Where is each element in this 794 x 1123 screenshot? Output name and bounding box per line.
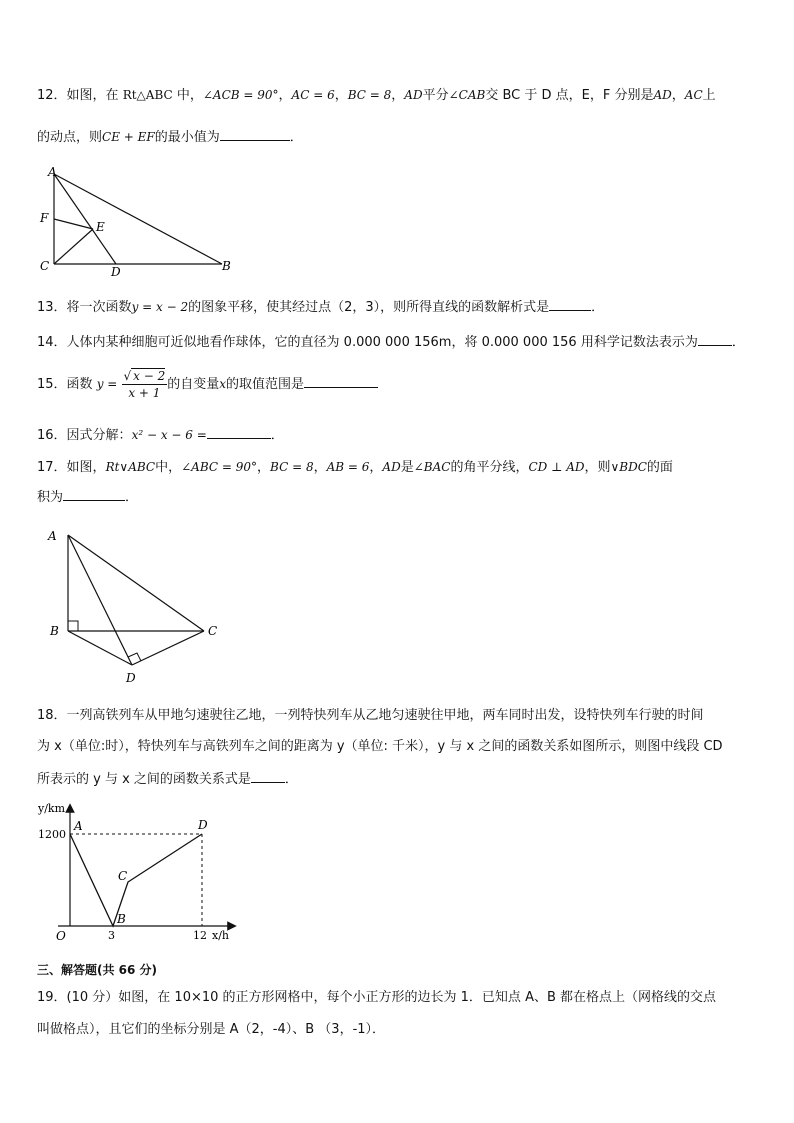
q18-number: 18． — [37, 708, 67, 723]
q18-line1: 18．一列高铁列车从甲地匀速驶往乙地，一列特快列车从乙地匀速驶往甲地，两车同时出发，设特快列车行驶的时间 — [37, 708, 704, 723]
q16-answer-blank[interactable] — [207, 426, 271, 439]
q12-label-b: B — [222, 259, 231, 273]
q15-answer-blank[interactable] — [304, 375, 378, 388]
q14-answer-blank[interactable] — [698, 333, 732, 346]
q13-number: 13． — [37, 300, 67, 315]
q17-figure — [44, 525, 244, 685]
q18-answer-blank[interactable] — [251, 770, 285, 783]
q17-line1: 17．如图，Rt∨ABC中，∠ABC = 90°，BC = 8，AB = 6，AD是∠BAC的角平分线，CD ⊥ AD，则∨BDC的面 — [37, 460, 673, 475]
q12-line1: 12．如图，在 Rt△ABC 中，∠ACB = 90°，AC = 6，BC = 8，AD平分∠CAB交 BC 于 D 点，E，F 分别是AD，AC上 — [37, 88, 716, 103]
q16-line: 16．因式分解：x² − x − 6 = ． — [37, 428, 284, 443]
graph-point-d: D — [198, 818, 208, 832]
q12-label-c: C — [40, 259, 50, 273]
q16-number: 16． — [37, 428, 67, 443]
q14-line: 14．人体内某种细胞可近似地看作球体，它的直径为 0.000 000 156m，将 0.000 000 156 用科学记数法表示为 ． — [37, 335, 745, 350]
q17-line2: 积为 ． — [37, 490, 139, 505]
q12-answer-blank[interactable] — [220, 128, 290, 141]
q17-label-a: A — [48, 529, 57, 543]
graph-x-axis-label: x/h — [212, 929, 229, 942]
q13-line: 13．将一次函数y = x − 2的图象平移，使其经过点（2，3），则所得直线的函数解析式是 ． — [37, 300, 605, 315]
q19-line1: 19．(10 分）如图，在 10×10 的正方形网格中，每个小正方形的边长为 1．已知点 A、B 都在格点上（网格线的交点 — [37, 990, 717, 1005]
q12-number: 12． — [37, 88, 67, 103]
graph-point-c: C — [118, 869, 128, 883]
q17-label-c: C — [208, 624, 218, 638]
q17-number: 17． — [37, 460, 67, 475]
graph-tick-12: 12 — [193, 929, 207, 942]
q17-label-b: B — [50, 624, 59, 638]
q12-label-d: D — [111, 265, 121, 279]
q18-graph — [36, 798, 256, 948]
q17-answer-blank[interactable] — [63, 488, 125, 501]
q15-number: 15． — [37, 377, 67, 392]
q12-label-a: A — [48, 165, 57, 179]
graph-tick-3: 3 — [108, 929, 115, 942]
graph-origin-label: O — [56, 929, 66, 943]
graph-tick-1200: 1200 — [38, 828, 66, 841]
q17-label-d: D — [126, 671, 136, 685]
q13-answer-blank[interactable] — [549, 298, 591, 311]
q12-label-f: F — [40, 211, 49, 225]
q19-line2: 叫做格点），且它们的坐标分别是 A（2，-4）、B （3，-1）． — [37, 1022, 386, 1037]
q12-figure — [36, 165, 236, 279]
graph-point-a: A — [74, 819, 83, 833]
section-title: 三、解答题(共 66 分) — [37, 963, 158, 977]
q18-line3: 所表示的 y 与 x 之间的函数关系式是 ． — [37, 772, 298, 787]
q12-line2: 的动点，则CE + EF的最小值为 ． — [37, 130, 303, 145]
q12-label-e: E — [96, 220, 105, 234]
q18-line2: 为 x（单位:时），特快列车与高铁列车之间的距离为 y（单位: 千米），y 与 x 之间的函数关系如图所示，则图中线段 CD — [37, 739, 723, 754]
q15-fraction: $\frac{√ x - 2}{x + 1}$ — [123, 369, 166, 400]
graph-point-b: B — [117, 912, 126, 926]
q15-line: 15．函数 y = $\frac{√ x - 2}{x + 1}$ 的自变量x的取值范围是 — [37, 366, 764, 404]
q14-number: 14． — [37, 335, 67, 350]
graph-y-axis-label: y/km — [38, 802, 66, 815]
